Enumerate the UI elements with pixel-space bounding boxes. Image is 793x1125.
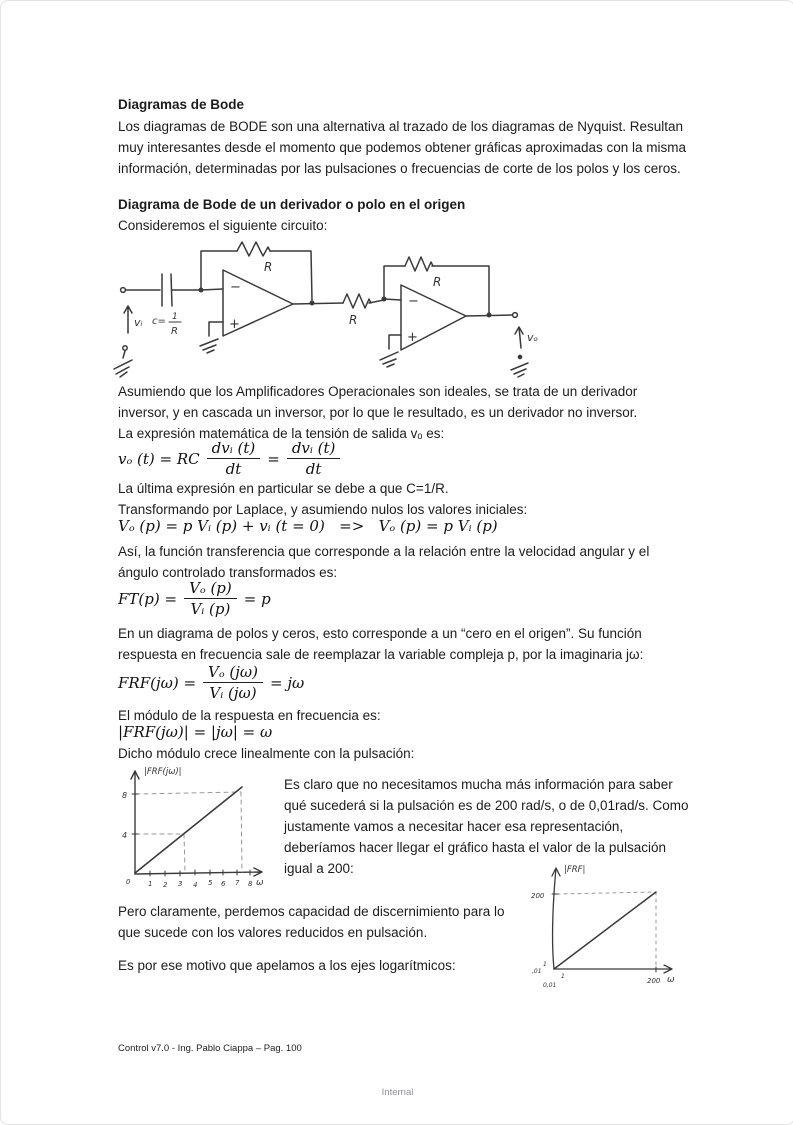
capacitor-icon	[162, 274, 172, 306]
motivo-line: Es por ese motivo que apelamos a los ejes logarítmicos:	[118, 958, 456, 973]
fraction: $\frac{\text{Vₒ (jω)}}{\text{Vᵢ (jω)}}$	[203, 663, 263, 702]
resistor-feedback2	[405, 257, 433, 271]
svg-text:6: 6	[221, 880, 226, 888]
svg-text:3: 3	[178, 880, 183, 888]
resistor-series	[343, 294, 371, 308]
formula-laplace: Vₒ (p) = p Vᵢ (p) + vᵢ (t = 0) => Vₒ (p) = p Vᵢ (p)	[118, 517, 498, 535]
ground-icon	[114, 351, 132, 377]
es-claro-line: Es claro que no necesitamos mucha más información para saber	[284, 777, 673, 792]
es-claro-line: justamente vamos a necesitar hacer esa representación,	[284, 819, 624, 834]
consider-line: Consideremos el siguiente circuito:	[118, 218, 328, 233]
ground-icon	[511, 363, 528, 377]
linear-graph-200	[523, 856, 695, 996]
svg-text:1: 1	[148, 880, 153, 888]
modulo-intro-line: El módulo de la respuesta en frecuencia es:	[118, 708, 381, 723]
svg-text:4: 4	[122, 831, 128, 840]
assuming-line: Asumiendo que los Amplificadores Operacionales son ideales, se trata de un derivador	[118, 384, 638, 399]
polos-ceros-line: respuesta en frecuencia sale de reemplazar la variable compleja p, por la imaginaria jω:	[118, 647, 644, 662]
svg-text:200: 200	[531, 892, 545, 900]
x-axis	[554, 965, 672, 973]
es-claro-line: qué sucederá si la pulsación es de 200 rad/s, o de 0,01rad/s. Como	[284, 798, 689, 813]
intro-line: información, determinadas por las pulsaciones o frecuencias de corte de los polos y los ceros.	[118, 161, 681, 176]
svg-text:1: 1	[561, 973, 565, 980]
data-line	[135, 787, 242, 873]
resistor-feedback1	[237, 242, 270, 256]
page-title: Diagramas de Bode	[118, 97, 245, 112]
output-terminal	[513, 313, 518, 318]
y-axis	[131, 771, 139, 874]
svg-text:1: 1	[172, 312, 178, 322]
formula-derivative: vₒ (t) = RC $\frac{\text{dvᵢ (t)}}{dt}$ = $\frac{\text{dvᵢ (t)}}{dt}$	[118, 439, 340, 478]
y-axis-label: |FRF|	[564, 865, 586, 875]
x-axis	[135, 868, 262, 876]
circuit-figure	[106, 238, 571, 380]
opamp2-plus: +	[407, 330, 418, 345]
input-terminal	[121, 288, 126, 293]
opamp2-minus: −	[408, 294, 419, 309]
opamp1-plus: +	[229, 317, 240, 332]
svg-text:7: 7	[235, 879, 240, 887]
formula-ft: FT(p) = $\frac{\text{Vₒ (p)}}{\text{Vᵢ (p)}}$ = p	[118, 579, 271, 618]
svg-text:8: 8	[248, 880, 253, 888]
internal-watermark: Internal	[381, 1087, 414, 1098]
svg-text:5: 5	[208, 879, 213, 887]
intro-line: muy interesantes desde el momento que podemos obtener gráficas aproximadas con la misma	[118, 140, 687, 155]
resistor-feedback2-label: R	[433, 275, 442, 289]
svg-text:0: 0	[126, 878, 131, 886]
pero-line: que sucede con los valores reducidos en pulsación.	[118, 925, 428, 940]
data-line	[554, 892, 656, 969]
page-footer: Control v7.0 - Ing. Pablo Ciappa – Pag. 100	[118, 1043, 302, 1054]
fraction: $\frac{\text{dvᵢ (t)}}{dt}$	[287, 439, 341, 478]
capacitor-label: c=	[152, 316, 166, 327]
es-claro-line: deberíamos hacer llegar el gráfico hasta el valor de la pulsación	[284, 840, 666, 855]
svg-text:ω: ω	[667, 975, 675, 985]
fraction: $\frac{\text{dvᵢ (t)}}{dt}$	[207, 439, 261, 478]
formula-lhs: vₒ (t) = RC	[118, 449, 200, 468]
y-axis-label: |FRF(jω)|	[144, 767, 182, 777]
intro-line: Los diagramas de BODE son una alternativa al trazado de los diagramas de Nyquist. Resultan	[118, 119, 684, 134]
fraction: $\frac{\text{Vₒ (p)}}{\text{Vᵢ (p)}}$	[184, 579, 237, 618]
polos-ceros-line: En un diagrama de polos y ceros, esto corresponde a un “cero en el origen”. Su función	[118, 626, 642, 641]
vin-label: vᵢ	[134, 316, 143, 329]
ground-icon	[380, 352, 398, 367]
linear-graph-small	[113, 759, 281, 897]
ground-icon	[200, 339, 218, 353]
assuming-line: inversor, y en cascada un inversor, por lo que le resultado, es un derivador no inversor.	[118, 405, 638, 420]
last-expr-line: La última expresión en particular se debe a que C=1/R.	[118, 481, 449, 496]
svg-text:2: 2	[163, 881, 168, 889]
svg-text:4: 4	[193, 881, 198, 889]
asi-line: ángulo controlado transformados es:	[118, 565, 338, 580]
modulo-crece-line: Dicho módulo crece linealmente con la pulsación:	[118, 746, 415, 761]
svg-text:ω: ω	[256, 878, 264, 888]
opamp1-minus: −	[230, 280, 241, 295]
svg-text:0,01: 0,01	[543, 982, 557, 989]
svg-text:1: 1	[543, 961, 547, 968]
formula-frf: FRF(jω) = $\frac{\text{Vₒ (jω)}}{\text{Vᵢ (jω)}}$ = jω	[118, 663, 305, 702]
vout-label: vₒ	[527, 331, 539, 344]
asi-line: Así, la función transferencia que corresponde a la relación entre la velocidad angular y el	[118, 544, 650, 559]
resistor-series-label: R	[349, 313, 358, 327]
formula-mod: |FRF(jω)| = |jω| = ω	[118, 723, 273, 741]
assuming-line: La expresión matemática de la tensión de salida vₒ es:	[118, 426, 445, 441]
vin-arrow	[124, 306, 132, 333]
svg-text:R: R	[171, 326, 178, 337]
laplace-intro-line: Transformando por Laplace, y asumiendo nulos los valores iniciales:	[118, 502, 528, 517]
svg-text:,01: ,01	[532, 968, 542, 975]
pero-line: Pero claramente, perdemos capacidad de discernimiento para lo	[118, 904, 505, 919]
y-axis	[552, 868, 560, 969]
resistor-feedback1-label: R	[264, 260, 273, 274]
svg-text:200: 200	[647, 977, 661, 985]
svg-text:8: 8	[122, 791, 128, 800]
vout-arrow	[515, 327, 523, 348]
es-claro-line: igual a 200:	[284, 861, 354, 876]
section-heading: Diagrama de Bode de un derivador o polo en el origen	[118, 197, 466, 212]
